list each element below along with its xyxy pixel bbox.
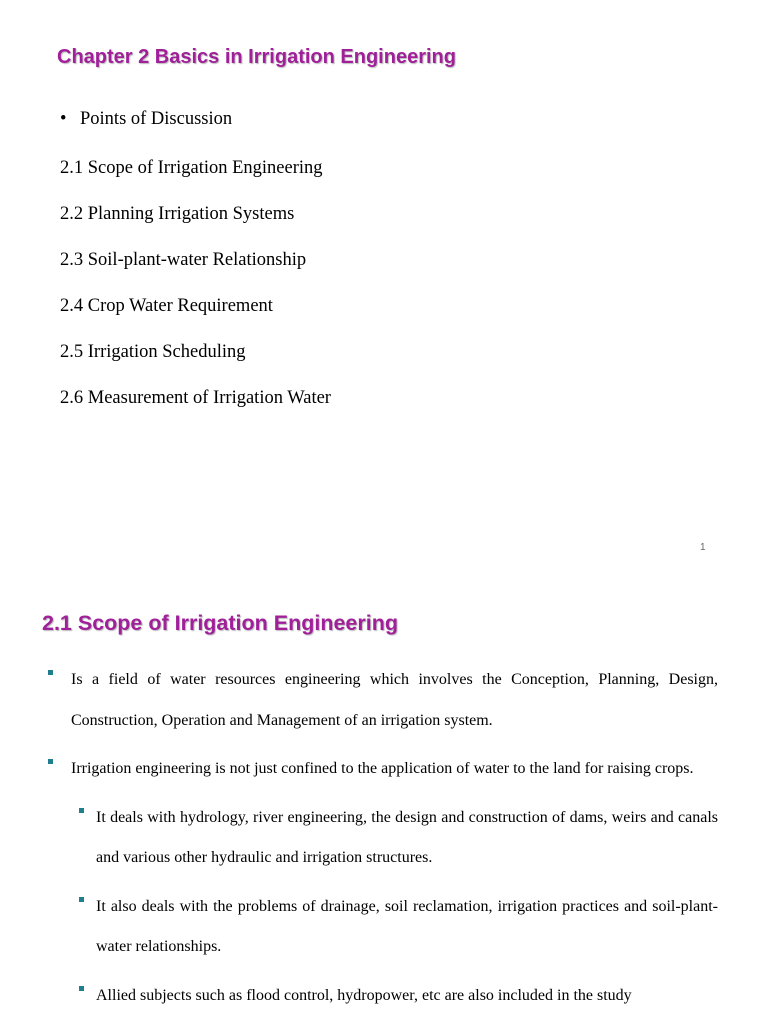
list-item xyxy=(0,798,768,879)
list-item-text: It deals with hydrology, river engineering, the design and construction of dams, weirs and canals and various other hydraulic and irrigation structures. xyxy=(96,808,718,866)
bullet-list xyxy=(0,668,768,1032)
toc-item: 2.5 Irrigation Scheduling xyxy=(60,342,246,362)
bullet-dot: • xyxy=(60,109,67,129)
list-item-text: Is a field of water resources engineering which involves the Conception, Planning, Design, Construction, Operation and Management of an irrigation system. xyxy=(71,671,718,729)
toc-list xyxy=(60,156,331,432)
section-title: 2.1 Scope of Irrigation Engineering xyxy=(42,611,398,635)
square-bullet-icon xyxy=(79,986,84,991)
list-item-text: Irrigation engineering is not just confined to the application of water to the land for raising crops. xyxy=(71,760,694,777)
square-bullet-icon xyxy=(48,759,53,764)
toc-item: 2.6 Measurement of Irrigation Water xyxy=(60,388,331,408)
square-bullet-icon xyxy=(79,897,84,902)
toc-item: 2.2 Planning Irrigation Systems xyxy=(60,204,295,224)
square-bullet-icon xyxy=(79,808,84,813)
toc-item: 2.1 Scope of Irrigation Engineering xyxy=(60,158,323,178)
list-item xyxy=(0,976,768,1017)
list-item-text: It also deals with the problems of drainage, soil reclamation, irrigation practices and soil-plant-water relationships. xyxy=(96,897,718,955)
chapter-title: Chapter 2 Basics in Irrigation Engineering xyxy=(57,46,456,68)
list-item xyxy=(0,660,768,741)
list-item xyxy=(0,887,768,968)
toc-item: 2.3 Soil-plant-water Relationship xyxy=(60,250,307,270)
square-bullet-icon xyxy=(48,670,53,675)
discussion-heading xyxy=(60,109,232,130)
slide-2 xyxy=(0,576,768,1024)
toc-item: 2.4 Crop Water Requirement xyxy=(60,296,273,316)
list-item xyxy=(0,749,768,790)
page-number: 1 xyxy=(700,542,706,553)
discussion-heading-text: Points of Discussion xyxy=(80,109,233,129)
list-item-text: Allied subjects such as flood control, hydropower, etc are also included in the study xyxy=(96,986,632,1004)
